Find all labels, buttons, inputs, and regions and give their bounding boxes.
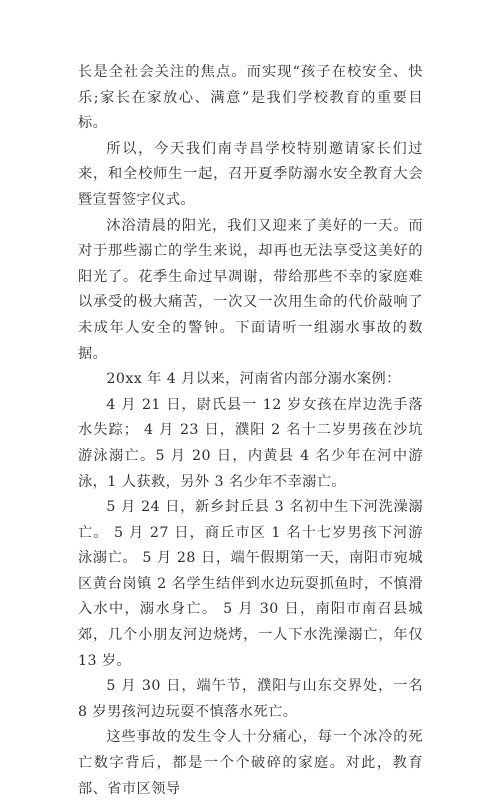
document-body [78,60,423,802]
paragraph-6: 5 月 24 日，新乡封丘县 3 名初中生下河洗澡溺亡。 5 月 27 日，商丘市区 1 名十七岁男孩下河游泳溺亡。 5 月 28 日，端午假期第一天，南阳市宛城区黄台岗镇 2 名学生结伴到水边玩耍抓鱼时，不慎滑入水中，溺水身亡。 5 月 30 日，南阳市南召县城郊，几个小朋友河边烧烤，一人下水洗澡溺亡，年仅 13 岁。 [78,499,423,669]
paragraph-5: 4 月 21 日，尉氏县一 12 岁女孩在岸边洗手落水失踪； 4 月 23 日，濮阳 2 名十二岁男孩在沙坑游泳溺亡。5 月 20 日，内黄县 4 名少年在河中游泳，1 人获救，另外 3 名少年不幸溺亡。 [78,396,423,490]
paragraph-1: 长是全社会关注的焦点。而实现“孩子在校安全、快乐;家长在家放心、满意”是我们学校教育的重要目标。 [78,64,423,132]
paragraph-2: 所以，今天我们南寺昌学校特别邀请家长们过来，和全校师生一起，召开夏季防溺水安全教育大会暨宣誓签字仪式。 [78,140,423,208]
paragraph-3: 沐浴清晨的阳光，我们又迎来了美好的一天。而对于那些溺亡的学生来说，却再也无法享受这美好的阳光了。花季生命过早凋谢，带给那些不幸的家庭难以承受的极大痛苦，一次又一次用生命的代价敲响了未成年人安全的警钟。下面请听一组溺水事故的数据。 [78,217,423,362]
paragraph-8: 这些事故的发生令人十分痛心，每一个冰冷的死亡数字背后，都是一个个破碎的家庭。对此，教育部、省市区领导 [78,729,423,797]
paragraph-7: 5 月 30 日，端午节，濮阳与山东交界处，一名 8 岁男孩河边玩耍不慎落水死亡。 [78,678,423,720]
paragraph-4: 20xx 年 4 月以来，河南省内部分溺水案例： [106,371,401,388]
